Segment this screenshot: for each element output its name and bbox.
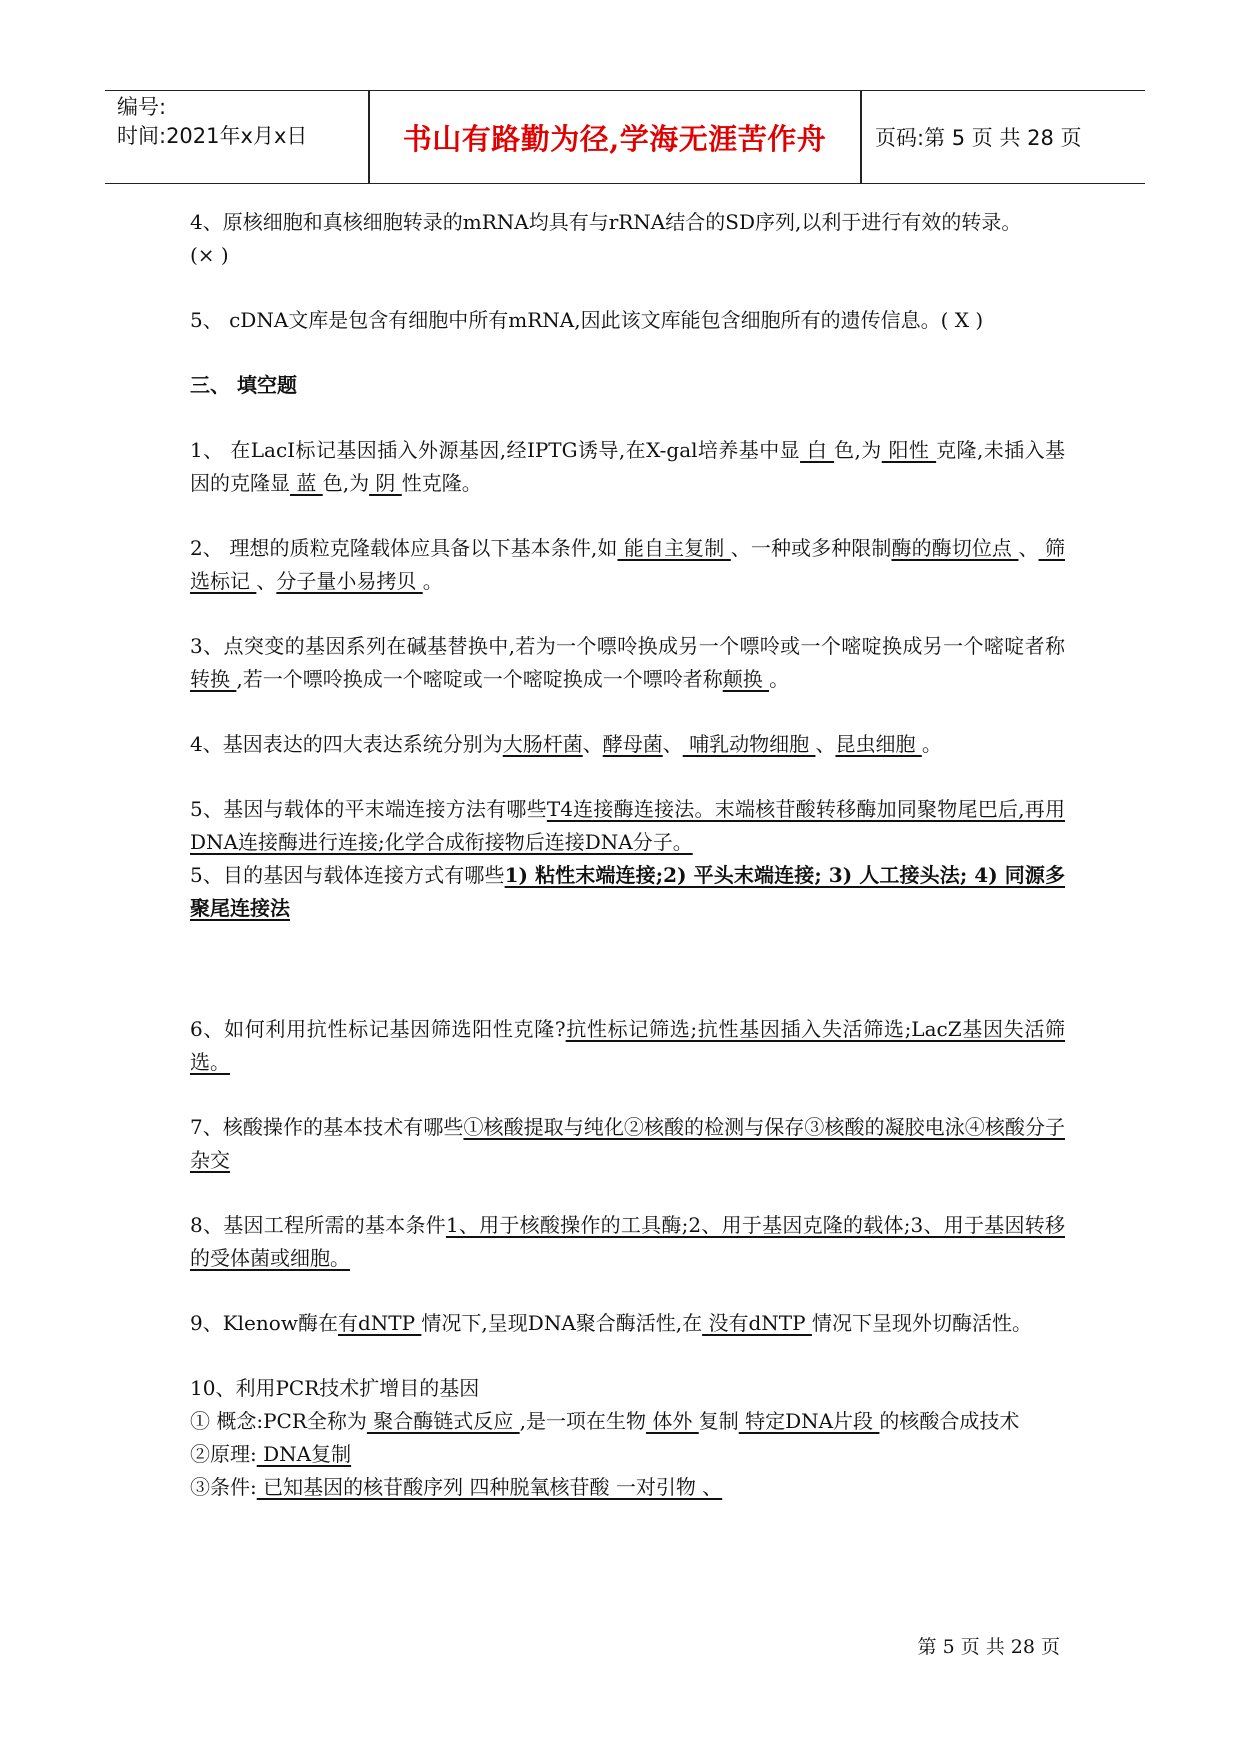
answer-blank: DNA复制 — [256, 1442, 352, 1466]
answer-blank: 昆虫细胞 — [835, 732, 922, 756]
answer-blank: 能自主复制 — [617, 536, 731, 560]
header-motto: 书山有路勤为径,学海无涯苦作舟 — [402, 121, 827, 156]
fill-question-5a: 5、基因与载体的平末端连接方法有哪些T4连接酶连接法。末端核苷酸转移酶加同聚物尾巴后,再用DNA连接酶进行连接;化学合成衔接物后连接DNA分子。 — [190, 797, 1066, 854]
answer-blank: ①核酸提取与纯化②核酸的检测与保存③核酸的凝胶电泳④核酸分子杂交 — [190, 1115, 1065, 1172]
answer-blank: 酵母菌 — [602, 732, 663, 756]
section-title: 三、 填空题 — [190, 373, 297, 397]
answer-blank: 筛选标记 — [190, 536, 1066, 593]
answer-blank: 已知基因的核苷酸序列 四种脱氧核苷酸 一对引物 、 — [256, 1475, 723, 1499]
answer-blank: 体外 — [646, 1409, 699, 1433]
page-header — [105, 90, 1145, 184]
answer-blank: 阳性 — [881, 438, 937, 462]
header-left-cell — [117, 93, 307, 151]
document-body — [190, 206, 1065, 1504]
question-4: 4、原核细胞和真核细胞转录的mRNA均具有与rRNA结合的SD序列,以利于进行有效的转录。 (× ) — [190, 210, 1022, 267]
answer-blank: 1) 粘性末端连接;2) 平头末端连接; 3) 人工接头法; 4) 同源多聚尾连接法 — [190, 863, 1065, 920]
answer-blank: 特定DNA片段 — [738, 1409, 880, 1433]
header-divider — [860, 91, 862, 183]
answer-mark: (× ) — [190, 243, 229, 267]
answer-blank: 有dNTP — [337, 1311, 422, 1335]
answer-blank: 白 — [800, 438, 835, 462]
answer-blank: 抗性标记筛选;抗性基因插入失活筛选;LacZ基因失活筛选。 — [190, 1017, 1065, 1074]
answer-blank: 哺乳动物细胞 — [682, 732, 816, 756]
fill-question-3: 3、点突变的基因系列在碱基替换中,若为一个嘌呤换成另一个嘌呤或一个嘧啶换成另一个嘧啶者称 转换 ,若一个嘌呤换成一个嘧啶或一个嘧啶换成一个嘌呤者称颠换 。 — [190, 634, 1065, 691]
fill-question-10-conditions: ③条件: 已知基因的核苷酸序列 四种脱氧核苷酸 一对引物 、 — [190, 1475, 723, 1499]
answer-blank: 酶的酶切位点 — [891, 536, 1019, 560]
time-label: 时间:2021年x月x日 — [117, 124, 308, 148]
fill-question-10-title: 10、利用PCR技术扩增目的基因 — [190, 1376, 480, 1400]
fill-question-10-principle: ②原理: DNA复制 — [190, 1442, 352, 1466]
answer-blank: 转换 — [190, 667, 237, 691]
answer-blank: 阴 — [369, 471, 402, 495]
fill-question-4: 4、基因表达的四大表达系统分别为大肠杆菌、酵母菌、 哺乳动物细胞 、昆虫细胞 。 — [190, 732, 942, 756]
page-footer: 第 5 页 共 28 页 — [917, 1636, 1060, 1658]
answer-blank: 颠换 — [722, 667, 770, 691]
answer-blank: 蓝 — [290, 471, 323, 495]
answer-blank: 没有dNTP — [702, 1311, 812, 1335]
answer-blank: 1、用于核酸操作的工具酶;2、用于基因克隆的载体;3、用于基因转移的受体菌或细胞。 — [190, 1213, 1065, 1270]
header-page-code: 页码:第 5 页 共 28 页 — [875, 126, 1082, 150]
fill-question-10-concept: ① 概念:PCR全称为 聚合酶链式反应 ,是一项在生物 体外 复制 特定DNA片段 的核酸合成技术 — [190, 1409, 1020, 1433]
fill-question-1: 1、 在LacI标记基因插入外源基因,经IPTG诱导,在X-gal培养基中显 白 色,为 阳性 克隆,未插入基因的克隆显 蓝 色,为 阴 性克隆。 — [190, 438, 1066, 495]
fill-question-5b: 5、目的基因与载体连接方式有哪些1) 粘性末端连接;2) 平头末端连接; 3) 人工接头法; 4) 同源多聚尾连接法 — [190, 863, 1065, 920]
fill-question-9: 9、Klenow酶在有dNTP 情况下,呈现DNA聚合酶活性,在 没有dNTP 情况下呈现外切酶活性。 — [190, 1311, 1032, 1335]
fill-question-6: 6、如何利用抗性标记基因筛选阳性克隆?抗性标记筛选;抗性基因插入失活筛选;LacZ基因失活筛选。 — [190, 1017, 1065, 1074]
serial-label: 编号: — [117, 95, 167, 119]
answer-blank: 分子量小易拷贝 — [276, 569, 423, 593]
fill-question-8: 8、基因工程所需的基本条件1、用于核酸操作的工具酶;2、用于基因克隆的载体;3、用于基因转移的受体菌或细胞。 — [190, 1213, 1065, 1270]
answer-blank: T4连接酶连接法。末端核苷酸转移酶加同聚物尾巴后,再用DNA连接酶进行连接;化学合成衔接物后连接DNA分子。 — [190, 797, 1066, 854]
fill-question-7: 7、核酸操作的基本技术有哪些①核酸提取与纯化②核酸的检测与保存③核酸的凝胶电泳④核酸分子杂交 — [190, 1115, 1065, 1172]
fill-question-2: 2、 理想的质粒克隆载体应具备以下基本条件,如 能自主复制 、一种或多种限制酶的酶切位点 、 筛选标记 、分子量小易拷贝 。 — [190, 536, 1066, 593]
question-5: 5、 cDNA文库是包含有细胞中所有mRNA,因此该文库能包含细胞所有的遗传信息。( X ) — [190, 308, 984, 332]
answer-blank: 聚合酶链式反应 — [366, 1409, 520, 1433]
answer-blank: 大肠杆菌 — [502, 732, 583, 756]
